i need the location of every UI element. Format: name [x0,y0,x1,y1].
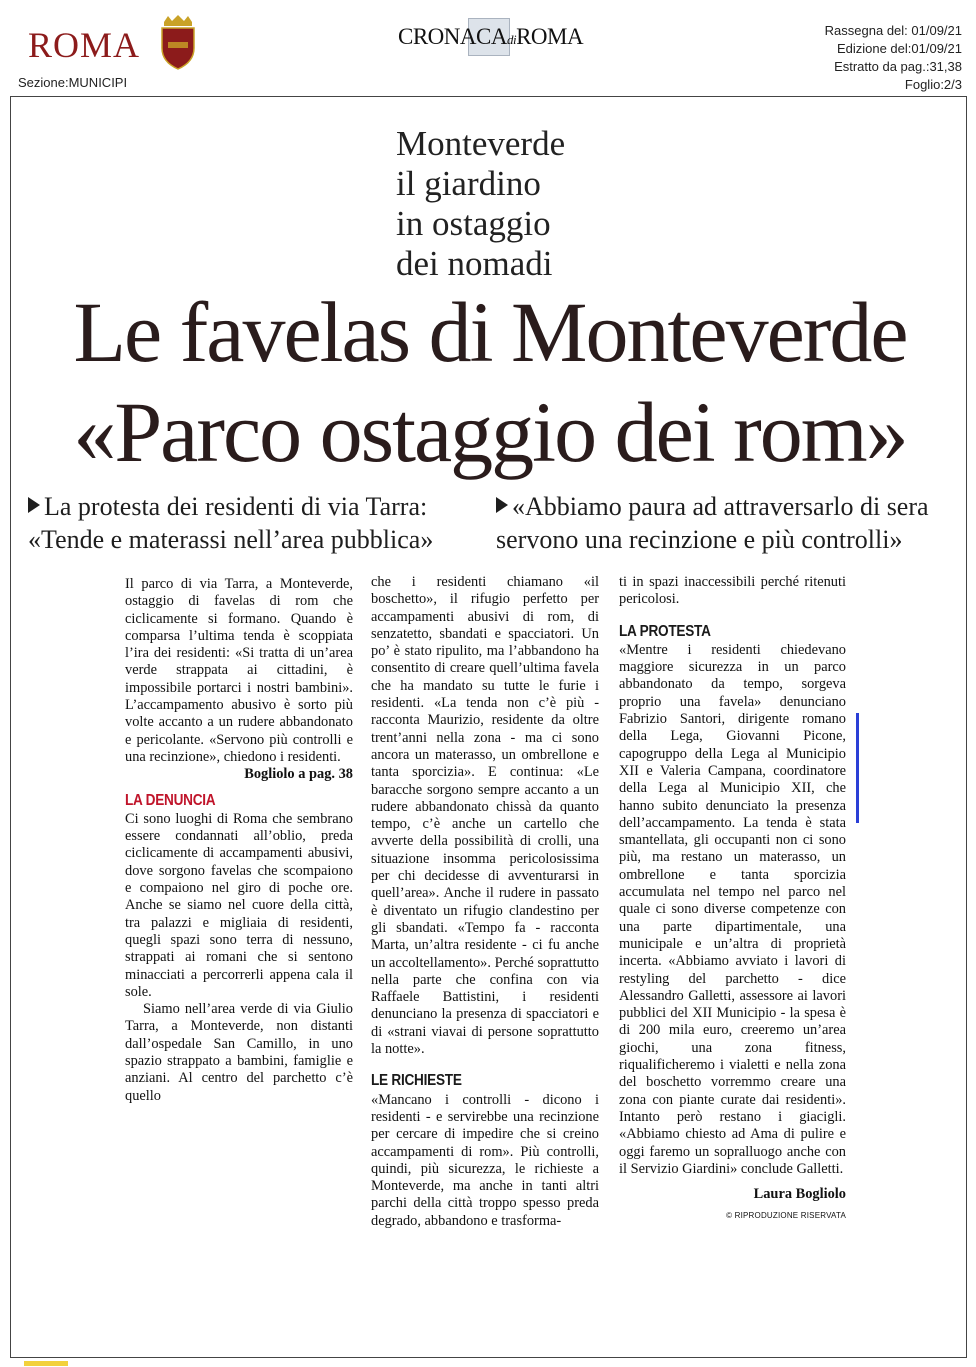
triangle-bullet-icon [496,497,508,513]
headline-line: Le favelas di Monteverde [73,284,907,380]
section-heading: LA PROTESTA [619,622,711,640]
kicker-line: dei nomadi [396,244,553,283]
kicker-line: Monteverde [396,124,566,163]
roma-crest-icon [158,14,198,70]
kicker-line: il giardino [396,164,541,203]
byline: Laura Bogliolo [753,1186,846,1203]
body-paragraph: che i residenti chiamano «il boschetto», il rifugio perfetto per accampamenti abusivi di rom, di senzatetto, sbandati e spacciatori. Un po’ è stato ripulito, ma l’abbandono ha consentito di creare quell’ultima favela che ha mandato su tutte le furie i residenti. «La tenda non c’è più - racconta Maurizio, residente da oltre trent’anni nella zona - ma ci sono ancora un materasso, un ombrellone e tanta sporcizia». E continua: «Le baracche sorgono sempre accanto a un rudere abbandonato chissà da quanto tempo, c’è anche un cartello che avverte della possibilità di crolli, una situazione insomma pericolosissima per chi decidesse di avventurarsi in quell’area». Anche il rudere in passato è diventato un rifugio clandestino per gli sbandati. «Tempo fa - racconta Marta, un’altra residente - ci fu anche un accoltellamento». Perché soprattutto nella parte che confina con via Raffaele Battistini, i residenti denunciano la presenza di spacciatori e di «strani viavai di persone soprattutto la notte». [371,574,599,1058]
corner-marker [24,1361,68,1366]
page-reference: Bogliolo a pag. 38 [244,766,353,783]
main-headline [22,282,958,482]
roma-logo: ROMA [28,25,141,65]
newspaper-name: CRONACAdiROMA [398,24,584,49]
body-paragraph: «Mentre i residenti chiedevano maggiore sicurezza in un parco abbandonato da tempo, sorgeva proprio una favela» denunciano Fabrizio Santori, dirigente romano della Lega, Giovanni Picone, capogruppo della Lega al Municipio XII e Valeria Campana, coordinatore della Lega al Municipio XII, che hanno subito denunciato la presenza dell’accampamento. La tenda è stata smantellata, gli occupanti non ci sono più, ma restano un materasso, un ombrellone e tanta sporcizia accumulata nel tempo nel parco nel quale ci sono diverse competenze con una parte dipartimentale, una municipale e un’altra di proprietà incerta. «Abbiamo avviato i lavori di restyling del parchetto - dice Alessandro Galletti, assessore ai lavori pubblici del XII Municipio - la spesa è di 200 mila euro, creeremo un’area giochi, una zona fitness, riqualificheremo i vialetti e nella zona del boschetto vorremmo creare una zona con piante curate dai residenti». Intanto però restano i giacigli. «Abbiamo chiesto ad Ama di pulire e oggi faremo un sopralluogo anche con il Servizio Giardini» conclude Galletti. [619,641,846,1177]
body-paragraph: «Mancano i controlli - dicono i residenti - e servirebbe una recinzione per cercare di impedire che si creino accampamenti di rom». Più controlli, quindi, più sicurezza, le richieste a Monteverde, ma anche in tanti altri parchi della città troppo spesso preda degrado, abbandono e trasforma- [371,1091,599,1229]
triangle-bullet-icon [28,497,40,513]
column-2 [371,574,599,1230]
body-paragraph: ti in spazi inaccessibili perché ritenuti pericolosi. [619,574,846,608]
header-strip [0,0,976,98]
body-paragraph: Ci sono luoghi di Roma che sembrano essere condannati all’oblio, preda ciclicamente di accampamenti abusivi, dove sorgono favelas che scompaiono e compaiono nel giro di poche ore. Anche se siamo nel cuore della città, tra palazzi e migliaia di residenti, quegli spazi sono terra di nessuno, strappati ai romani che si sentono minacciati a percorrerli appena cala il sole. [125,810,353,1000]
rights-notice: © RIPRODUZIONE RISERVATA [726,1211,846,1221]
section-heading: LE RICHIESTE [371,1072,462,1090]
section-heading: LA DENUNCIA [125,791,216,809]
meta-line: Edizione del:01/09/21 [836,41,962,56]
margin-marker [856,713,859,823]
kicker [396,124,565,284]
review-metadata [825,22,962,94]
column-3 [619,574,846,1225]
subheading-right: «Abbiamo paura ad attraversarlo di sera servono una recinzione e più controlli» [496,492,929,554]
headline-line: «Parco ostaggio dei rom» [73,384,907,480]
kicker-line: in ostaggio [396,204,551,243]
meta-line: Foglio:2/3 [904,77,962,92]
meta-line: Estratto da pag.:31,38 [834,59,962,74]
body-paragraph: Siamo nell’area verde di via Giulio Tarra, a Monteverde, non distanti dall’ospedale San Camillo, in uno spazio strappato a bambini, famiglie e anziani. Al centro del parchetto c’è quello [125,1001,353,1104]
subheading-left: La protesta dei residenti di via Tarra: «Tende e materassi nell’area pubblica» [28,492,434,554]
column-1 [125,576,353,1105]
meta-line: Rassegna del: 01/09/21 [824,23,962,38]
section-label: Sezione:MUNICIPI [18,75,128,90]
lead-paragraph: Il parco di via Tarra, a Monteverde, ostaggio di favelas di rom che ciclicamente si formano. Quando è comparsa l’ultima tenda è scoppiata l’ira dei residenti: «Si tratta di un’area verde strappata ai cittadini, è impossibile portarci i nostri bambini». L’accampamento abusivo è sorto più volte accanto a un rudere abbandonato e pericolante. «Servono più controlli e una recinzione», chiedono i residenti. [125,576,353,765]
